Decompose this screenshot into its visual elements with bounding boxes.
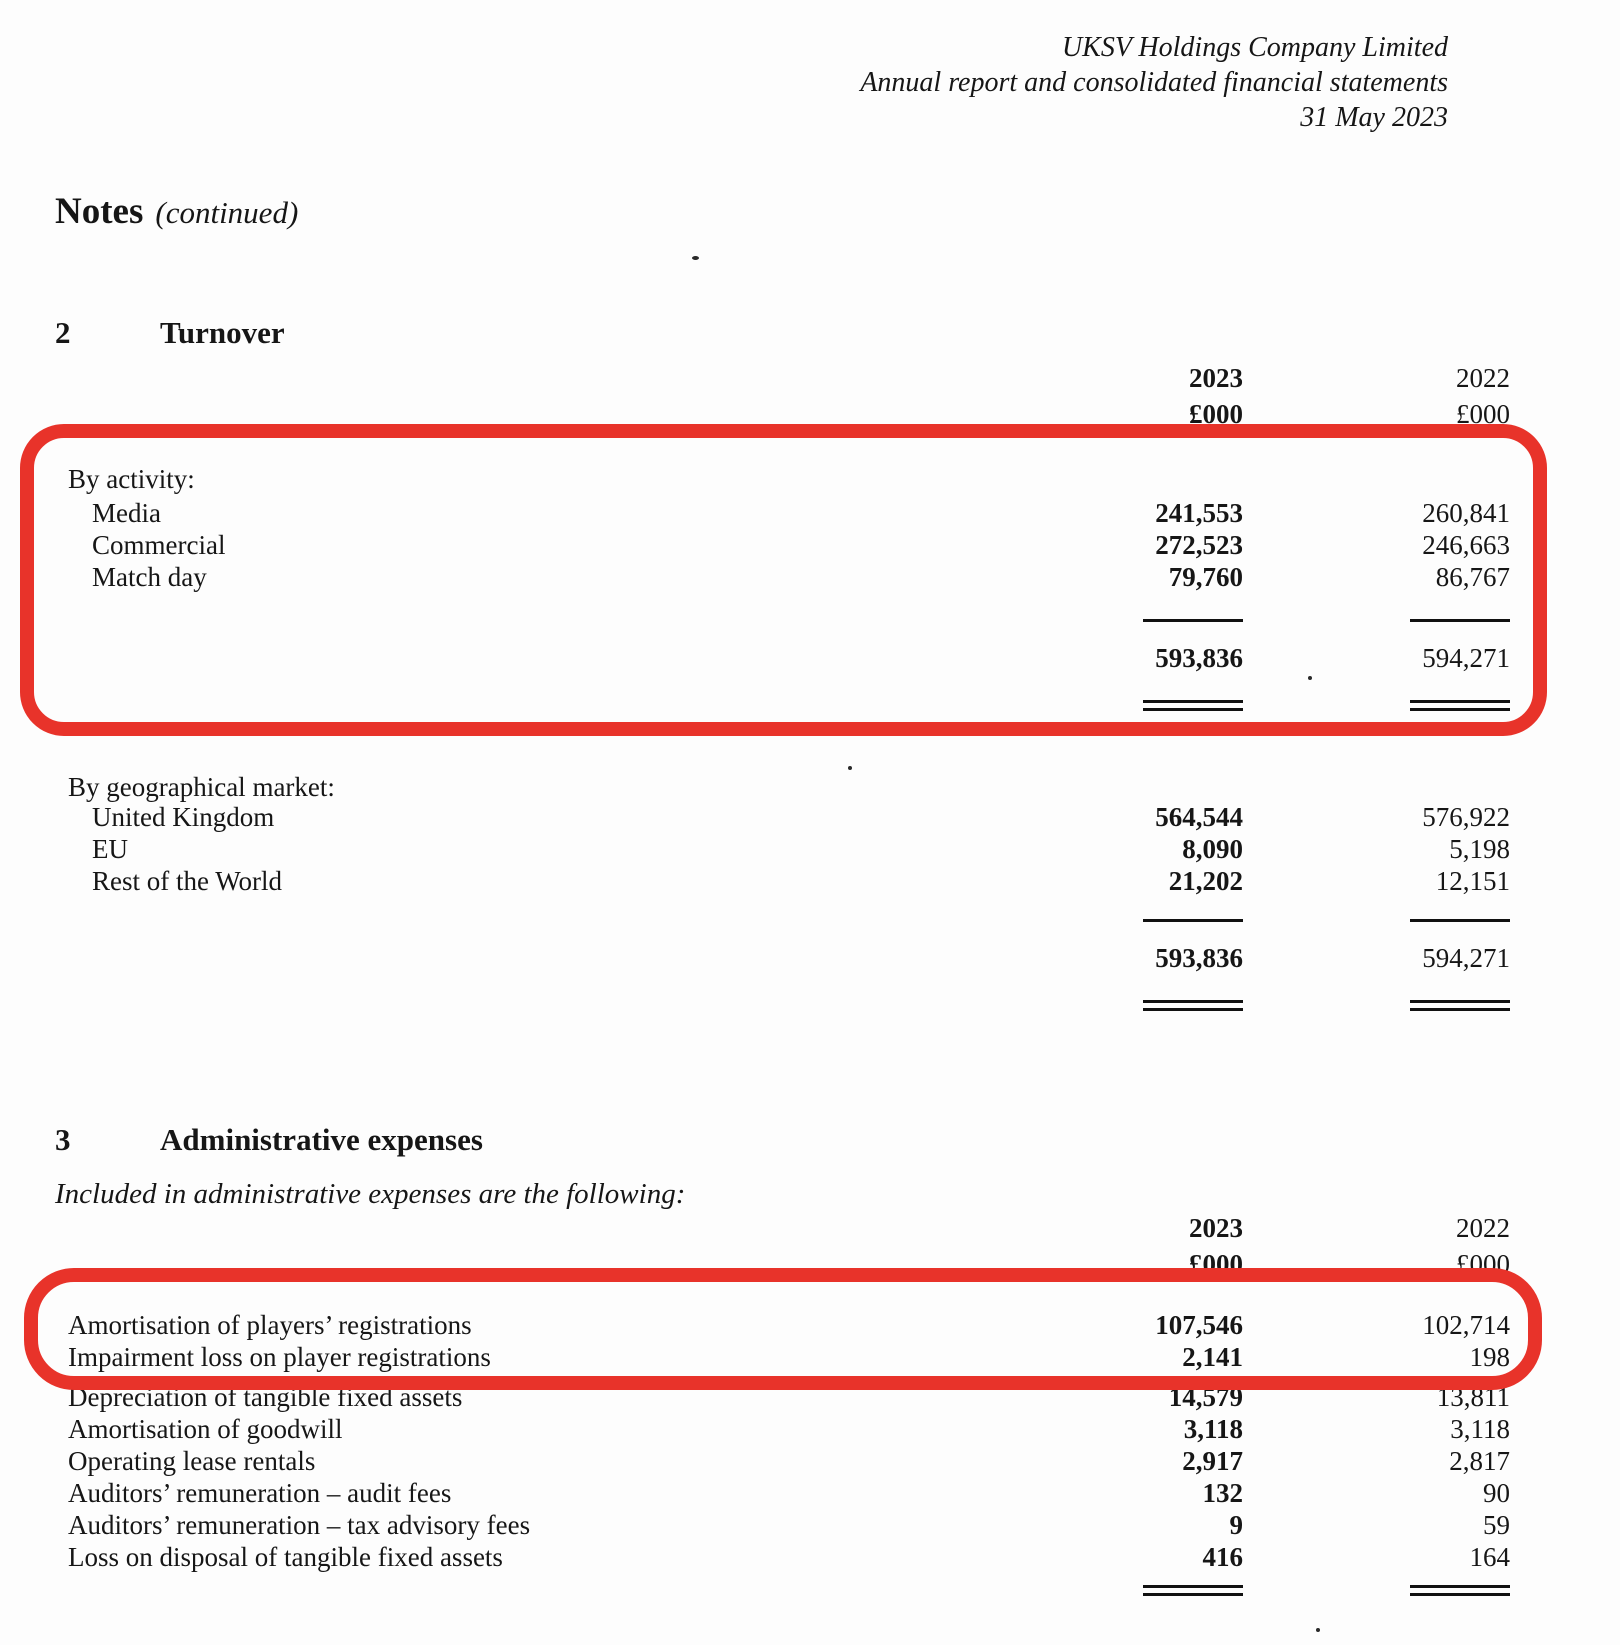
value-2023: 2,141 (1182, 1342, 1243, 1372)
section-title: Administrative expenses (160, 1122, 483, 1157)
report-date: 31 May 2023 (1300, 102, 1448, 133)
row-label: United Kingdom (92, 802, 275, 832)
value-2023: 272,523 (1155, 530, 1243, 560)
value-2022: 5,198 (1449, 834, 1510, 864)
col-unit-2022: £000 (1456, 399, 1510, 429)
row-label: Media (92, 498, 161, 528)
row-label: Auditors’ remuneration – audit fees (68, 1478, 452, 1508)
col-header-2022: 2022 (1456, 363, 1510, 393)
col-unit-2023: £000 (1189, 399, 1243, 429)
row-label: Operating lease rentals (68, 1446, 316, 1476)
row-label: Loss on disposal of tangible fixed assets (68, 1542, 503, 1572)
subtotal-rule (0, 618, 1620, 622)
section-number: 3 (55, 1122, 71, 1157)
value-2022: 260,841 (1422, 498, 1510, 528)
value-2023: 8,090 (1182, 834, 1243, 864)
total-double-rule (0, 700, 1620, 711)
value-2023: 132 (1202, 1478, 1243, 1508)
col-header-2022: 2022 (1456, 1213, 1510, 1243)
notes-heading (55, 190, 298, 233)
table-row (0, 1382, 1620, 1413)
scan-speck (1316, 1628, 1320, 1632)
admin-column-headers (0, 1210, 1620, 1282)
table-row (0, 498, 1620, 529)
by-activity-group-label: By activity: (68, 464, 195, 494)
table-row (0, 1542, 1620, 1573)
table-row (0, 530, 1620, 561)
company-name: UKSV Holdings Company Limited (1061, 32, 1448, 63)
total-2022: 594,271 (1422, 643, 1510, 673)
admin-expenses-intro: Included in administrative expenses are the following: (55, 1178, 686, 1210)
scan-speck (692, 256, 699, 260)
row-label: Amortisation of players’ registrations (68, 1310, 472, 1340)
value-2023: 2,917 (1182, 1446, 1243, 1476)
section-title: Turnover (160, 315, 285, 350)
col-header-2023: 2023 (1189, 1213, 1243, 1243)
col-unit-2023: £000 (1189, 1249, 1243, 1279)
value-2023: 241,553 (1155, 498, 1243, 528)
table-row (0, 1478, 1620, 1509)
row-label: Amortisation of goodwill (68, 1414, 343, 1444)
scan-speck (848, 766, 852, 770)
total-2023: 593,836 (1155, 643, 1243, 673)
section-turnover-heading (55, 315, 285, 351)
row-label: Match day (92, 562, 207, 592)
section-number: 2 (55, 315, 71, 350)
value-2023: 14,579 (1168, 1382, 1243, 1412)
notes-heading-continued: (continued) (155, 195, 299, 230)
total-double-rule (0, 1000, 1620, 1011)
row-label: EU (92, 834, 128, 864)
value-2022: 12,151 (1435, 866, 1510, 896)
total-double-rule (0, 1585, 1620, 1596)
scan-speck (1308, 676, 1312, 680)
row-label: Rest of the World (92, 866, 283, 896)
value-2022: 576,922 (1422, 802, 1510, 832)
value-2022: 198 (1469, 1342, 1510, 1372)
row-label: Commercial (92, 530, 226, 560)
activity-total-row (0, 643, 1620, 674)
table-row (0, 1342, 1620, 1373)
total-2023: 593,836 (1155, 943, 1243, 973)
table-row (0, 1310, 1620, 1341)
table-row (0, 866, 1620, 897)
table-row (0, 562, 1620, 593)
report-title: Annual report and consolidated financial statements (860, 67, 1448, 98)
document-header (0, 30, 1448, 135)
table-row (0, 1510, 1620, 1541)
value-2023: 416 (1202, 1542, 1243, 1572)
value-2022: 2,817 (1449, 1446, 1510, 1476)
table-row (0, 834, 1620, 865)
turnover-column-headers (0, 360, 1620, 432)
value-2022: 3,118 (1450, 1414, 1510, 1444)
table-row (0, 802, 1620, 833)
value-2022: 164 (1469, 1542, 1510, 1572)
value-2023: 3,118 (1183, 1414, 1243, 1444)
col-unit-2022: £000 (1456, 1249, 1510, 1279)
value-2023: 79,760 (1168, 562, 1243, 592)
section-admin-expenses-heading (55, 1122, 483, 1158)
notes-heading-main: Notes (55, 191, 144, 232)
row-label: Impairment loss on player registrations (68, 1342, 491, 1372)
value-2022: 102,714 (1422, 1310, 1510, 1340)
table-row (0, 1414, 1620, 1445)
table-row (0, 1446, 1620, 1477)
value-2022: 59 (1483, 1510, 1510, 1540)
value-2023: 9 (1229, 1510, 1243, 1540)
value-2022: 246,663 (1422, 530, 1510, 560)
row-label: Auditors’ remuneration – tax advisory fees (68, 1510, 531, 1540)
total-2022: 594,271 (1422, 943, 1510, 973)
geography-total-row (0, 943, 1620, 974)
value-2022: 90 (1483, 1478, 1510, 1508)
value-2023: 21,202 (1168, 866, 1243, 896)
col-header-2023: 2023 (1189, 363, 1243, 393)
subtotal-rule (0, 918, 1620, 922)
row-label: Depreciation of tangible fixed assets (68, 1382, 463, 1412)
value-2022: 13,811 (1436, 1382, 1510, 1412)
by-geography-group-label: By geographical market: (68, 772, 335, 802)
value-2022: 86,767 (1435, 562, 1510, 592)
value-2023: 107,546 (1155, 1310, 1243, 1340)
value-2023: 564,544 (1155, 802, 1243, 832)
